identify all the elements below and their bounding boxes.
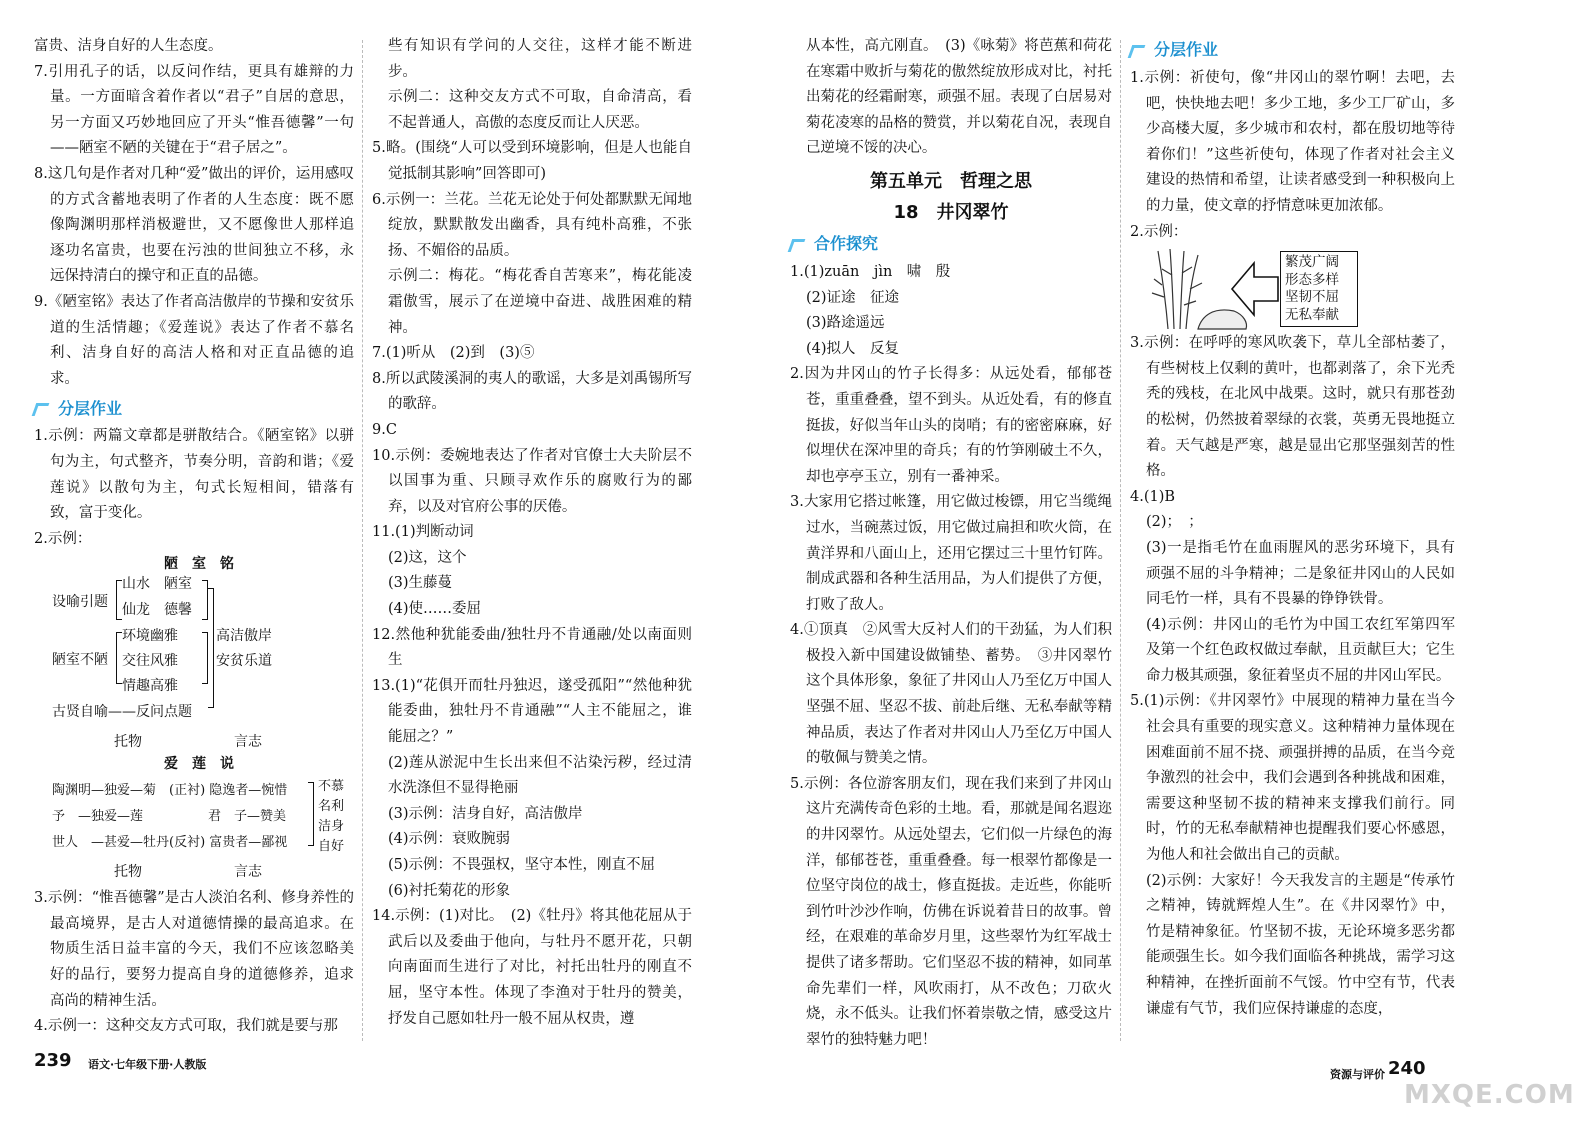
diagram-node: 古贤自喻——反问点题 (52, 704, 192, 721)
section-heading-label: 合作探究 (814, 234, 879, 254)
answer-11: 11.(1)判断动词 (372, 524, 474, 541)
folio-text-left: 语文·七年级下册·人教版 (88, 1058, 207, 1071)
diagram-row: 世人 —甚爱—牡丹(反衬) 富贵者—鄙视 (52, 835, 288, 851)
diagram-node: 托物 (114, 734, 142, 751)
unit-title: 第五单元 哲理之思 (870, 170, 1032, 192)
answer-1: 1.(1)zuān jìn 啸 殷 (790, 263, 951, 280)
answer-2: 2.示例： (1130, 223, 1188, 240)
answer-3: 3.大家用它搭过帐篷，用它做过梭镖，用它当缆绳过水，当碗蒸过饭，用它做过扁担和吹火筒，在黄洋界和八面山上，还用它摆过三十里竹钉阵。制成武器和各种生活用品，为人们提供了方便，打败了敌人。 (790, 494, 1112, 613)
answer-14: 14.示例：(1)对比。 (2)《牡丹》将其他花屈从于武后以及委曲于他向，与牡丹不愿开花，只朝向南面而生进行了对比，衬托出牡丹的刚直不屈，坚守本性。体现了李渔对于牡丹的赞美，抒发自己愿如牡丹一般不屈从权贵，遵 (372, 908, 692, 1027)
answer-3: 3.示例：在呼呼的寒风吹袭下，草儿全部枯萎了，有些树枝上仅剩的黄叶，也都剥落了，余下光秃秃的残枝，在北风中战栗。这时，就只有那苍劲的松树，仍然披着翠绿的衣裳，英勇无畏地挺立着。天气越是严寒，越是显出它那坚强刻苦的性格。 (1130, 335, 1455, 480)
answer-3: 3.示例：“惟吾德馨”是古人淡泊名利、修身养性的最高境界，是古人对道德情操的最高追求。在物质生活日益丰富的今天，我们不应该忽略美好的品行，要努力提高自身的道德修养，追求高尚的精神生活。 (34, 890, 354, 1009)
answer-4-4: (4)示例：井冈山的毛竹为中国工农红军第四军及第一个红色政权做过奉献，且贡献巨大；它生命力极其顽强，象征着坚贞不屈的井冈山军民。 (1145, 616, 1455, 684)
answer-11-3: (3)生藤蔓 (387, 575, 452, 592)
right-page-column-2 (1130, 34, 1455, 1022)
answer-13-4: (4)示例：衰败腕弱 (387, 831, 510, 848)
diagram-node: 洁身 (318, 819, 345, 835)
diagram-node: 安贫乐道 (216, 653, 272, 670)
diagram-node: 情趣高雅 (122, 678, 178, 695)
arrow-left-icon (1230, 259, 1280, 319)
answer-5: 5.略。(围绕“人可以受到环境影响，但是人也能自觉抵制其影响”回答即可) (372, 140, 692, 182)
diagram-title: 爱 莲 说 (164, 756, 234, 773)
diagram-lou-shi-ming (34, 552, 354, 752)
answer-12: 12.然他种犹能委曲/独牡丹不肯通融/处以南面则生 (372, 626, 692, 669)
section-heading (34, 394, 354, 422)
answer-10: 10.示例：委婉地表达了作者对官僚士大夫阶层不以国事为重、只顾寻欢作乐的腐败行为的鄙弃，以及对官府公事的厌倦。 (372, 447, 692, 515)
section-mark-icon (1130, 43, 1148, 57)
paragraph: 些有知识有学问的人交往，这样才能不断进步。 (387, 38, 692, 80)
answer-5: 5.示例：各位游客朋友们，现在我们来到了井冈山这片充满传奇色彩的土地。看，那就是闻名遐迩的井冈翠竹。从远处望去，它们似一片绿色的海洋，郁郁苍苍，重重叠叠。每一根翠竹都像是一位坚守岗位的战士，修直挺拔。走近些，你能听到竹叶沙沙作响，仿佛在诉说着昔日的故事。曾经，在艰难的革命岁月里，这些翠竹为红军战士提供了诸多帮助。它们坚忍不拔的精神，如同革命先辈们一样，风吹雨打，从不改色；刀砍火烧，永不低头。让我们怀着崇敬之情，感受这片翠竹的独特魅力吧！ (790, 775, 1112, 1048)
diagram-node: 交往风雅 (122, 653, 178, 670)
section-heading-label: 分层作业 (58, 398, 123, 418)
answer-13: 13.(1)“花俱开而牡丹独迟，遂受孤阳”“然他种犹能委曲，独牡丹不肯通融”“人主不能屈之，谁能屈之？” (372, 677, 692, 746)
answer-1: 1.示例：两篇文章都是骈散结合。《陋室铭》以骈句为主，句式整齐，节奏分明，音韵和谐；《爱莲说》以散句为主，句式长短相间，错落有致，富于变化。 (34, 428, 354, 522)
answer-4: 4.示例一：这种交友方式可取，我们就是要与那 (34, 1018, 338, 1035)
answer-6-example-2: 示例二：梅花。“梅花香自苦寒来”，梅花能凌霜傲雪，展示了在逆境中奋进、战胜困难的精神。 (387, 268, 692, 336)
answer-1: 1.示例：祈使句，像“井冈山的翠竹啊！去吧，去吧，快快地去吧！多少工地，多少工厂矿山，多少高楼大厦，多少城市和农村，都在殷切地等待着你们！”这些祈使句，体现了作者对社会主义建设的热情和希望，让读者感受到一种积极向上的力量，使文章的抒情意味更加浓郁。 (1130, 70, 1455, 214)
diagram-node: 设喻引题 (52, 594, 108, 611)
folio-text-right: 资源与评价 (1330, 1068, 1385, 1081)
diagram-node: 名利 (318, 799, 345, 815)
answer-8: 8.所以武陵溪洞的夷人的歌谣，大多是刘禹锡所写的歌辞。 (372, 370, 692, 413)
paragraph: 富贵、洁身自好的人生态度。 (34, 38, 223, 54)
diagram-node: 陋室不陋 (52, 652, 108, 669)
answer-11-2: (2)这，这个 (387, 549, 467, 566)
diagram-row: 予 —独爱—莲 君 子—赞美 (52, 809, 287, 825)
answer-2: 2.因为井冈山的竹子长得多：从远处看，郁郁苍苍，重重叠叠，望不到头。从近处看，有的修直挺拔，好似当年山头的岗哨；有的密密麻麻，好似埋伏在深冲里的奇兵；有的竹笋刚破土不久，却也亭亭玉立，别有一番神采。 (790, 366, 1112, 485)
paragraph: 从本性，高亢刚直。 (3)《咏菊》将芭蕉和荷花在寒霜中败折与菊花的傲然绽放形成对比，衬托出菊花的经霜耐寒，顽强不屈。表现了白居易对菊花凌寒的品格的赞赏，并以菊花自况，表现自己逆境不馁的决心。 (805, 38, 1112, 157)
watermark: MXQE.COM (1404, 1080, 1575, 1110)
section-heading (1130, 36, 1455, 64)
answer-1-2: (2)证途 征途 (805, 289, 899, 306)
diagram-node: 山水 陋室 (122, 576, 192, 593)
answer-4-3: (3)一是指毛竹在血雨腥风的恶劣环境下，具有顽强不屈的斗争精神；二是象征井冈山的人民如同毛竹一样，具有不畏暴的铮铮铁骨。 (1145, 539, 1455, 608)
diagram-node: 环境幽雅 (122, 628, 178, 645)
lesson-title: 18 井冈翠竹 (893, 201, 1009, 223)
section-heading-label: 分层作业 (1154, 40, 1219, 60)
answer-1-4: (4)拟人 反复 (805, 340, 899, 357)
answer-4-2: (2)； ； (1145, 514, 1203, 531)
answer-5: 5.(1)示例：《井冈翠竹》中展现的精神力量在当今社会具有重要的现实意义。这种精神力量体现在困难面前不屈不挠、顽强拼搏的品质，在当今竞争激烈的社会中，我们会遇到各种挑战和困难，需要这种坚韧不拔的精神来支撑我们前行。同时，竹的无私奉献精神也提醒我们要心怀感恩，为他人和社会做出自己的贡献。 (1130, 693, 1455, 864)
diagram-node: 自好 (318, 839, 345, 855)
diagram-ai-lian-shuo (34, 752, 354, 886)
diagram-node: 言志 (234, 864, 262, 881)
trait-label: 繁茂广阔 (1285, 254, 1339, 271)
brace-line (208, 588, 214, 708)
section-mark-icon (790, 237, 808, 251)
answer-2: 2.示例： (34, 530, 92, 547)
example-2: 示例二：这种交友方式不可取，自命清高，看不起普通人，高傲的态度反而让人厌恶。 (387, 89, 692, 131)
trait-label: 坚韧不屈 (1285, 289, 1339, 306)
diagram-title: 陋 室 铭 (164, 556, 234, 573)
answer-9: 9.《陋室铭》表达了作者高洁傲岸的节操和安贫乐道的生活情趣；《爱莲说》表达了作者不慕名利、洁身自好的高洁人格和对正直品德的追求。 (34, 293, 354, 387)
answer-5-2: (2)示例：大家好！今天我发言的主题是“传承竹之精神，铸就辉煌人生”。在《井冈翠竹》中，竹是精神象征。竹坚韧不拔，无论环境多恶劣都能顽强生长。如今我们面临各种挑战，需学习这种精神，在挫折面前不气馁。竹中空有节，代表谦虚有气节，我们应保持谦虚的态度， (1145, 872, 1455, 1017)
diagram-node: 不慕 (318, 779, 345, 795)
answer-13-6: (6)衬托菊花的形象 (387, 882, 510, 899)
diagram-node: 言志 (234, 734, 262, 751)
right-page-column-1 (790, 34, 1112, 1053)
section-mark-icon (34, 401, 52, 415)
diagram-node: 高洁傲岸 (216, 628, 272, 645)
answer-13-5: (5)示例：不畏强权，坚守本性，刚直不屈 (387, 857, 655, 873)
answer-13-2: (2)莲从淤泥中生长出来但不沾染污秽，经过清水洗涤但不显得艳丽 (387, 754, 692, 797)
trait-label: 形态多样 (1285, 271, 1339, 288)
column-divider (1120, 40, 1121, 1041)
answer-4: 4.①顶真 ②风雪大反衬人们的干劲猛，为人们积极投入新中国建设做铺垫、蓄势。 ③井冈翠竹这个具体形象，象征了井冈山人乃至亿万中国人坚强不屈、坚忍不拔、前赴后继、无私奉献等精神品质，表达了作者对井冈山人乃至亿万中国人的敬佩与赞美之情。 (790, 622, 1112, 767)
brace-line (308, 782, 314, 846)
trait-box (1280, 251, 1358, 327)
answer-7: 7.(1)听从 (2)到 (3)⑤ (372, 345, 535, 362)
answer-9: 9.C (372, 421, 397, 438)
answer-4: 4.(1)B (1130, 488, 1176, 505)
answer-1-3: (3)路途遥远 (805, 315, 885, 332)
section-heading (790, 230, 1112, 258)
answer-8: 8.这几句是作者对几种“爱”做出的评价，运用感叹的方式含蓄地表明了作者的人生态度：既不愿像陶渊明那样消极避世，又不愿像世人那样追逐功名富贵，也要在污浊的世间独立不移，永远保持清白的操守和正直的品德。 (34, 165, 354, 285)
answer-11-4: (4)使……委屈 (387, 601, 481, 618)
trait-label: 无私奉献 (1285, 306, 1339, 323)
page-number-left: 239 (34, 1050, 72, 1071)
answer-7: 7.引用孔子的话，以反问作结，更具有雄辩的力量。一方面暗含着作者以“君子”自居的意思，另一方面又巧妙地回应了开头“惟吾德馨”一句——陋室不陋的关键在于“君子居之”。 (34, 63, 354, 157)
bamboo-diagram (1130, 245, 1455, 331)
page-number-right: 240 (1388, 1058, 1426, 1079)
left-page-column-2 (372, 34, 692, 1032)
answer-13-3: (3)示例：洁身自好，高洁傲岸 (387, 805, 583, 822)
answer-6: 6.示例一：兰花。兰花无论处于何处都默默无闻地绽放，默默散发出幽香，具有纯朴高雅，不张扬、不媚俗的品质。 (372, 191, 692, 259)
diagram-node: 托物 (114, 864, 142, 881)
left-page-column-1 (34, 34, 354, 1040)
diagram-node: 仙龙 德馨 (122, 602, 192, 619)
column-divider (362, 40, 363, 1041)
diagram-row: 陶渊明—独爱—菊 (正衬) 隐逸者—惋惜 (52, 783, 288, 799)
